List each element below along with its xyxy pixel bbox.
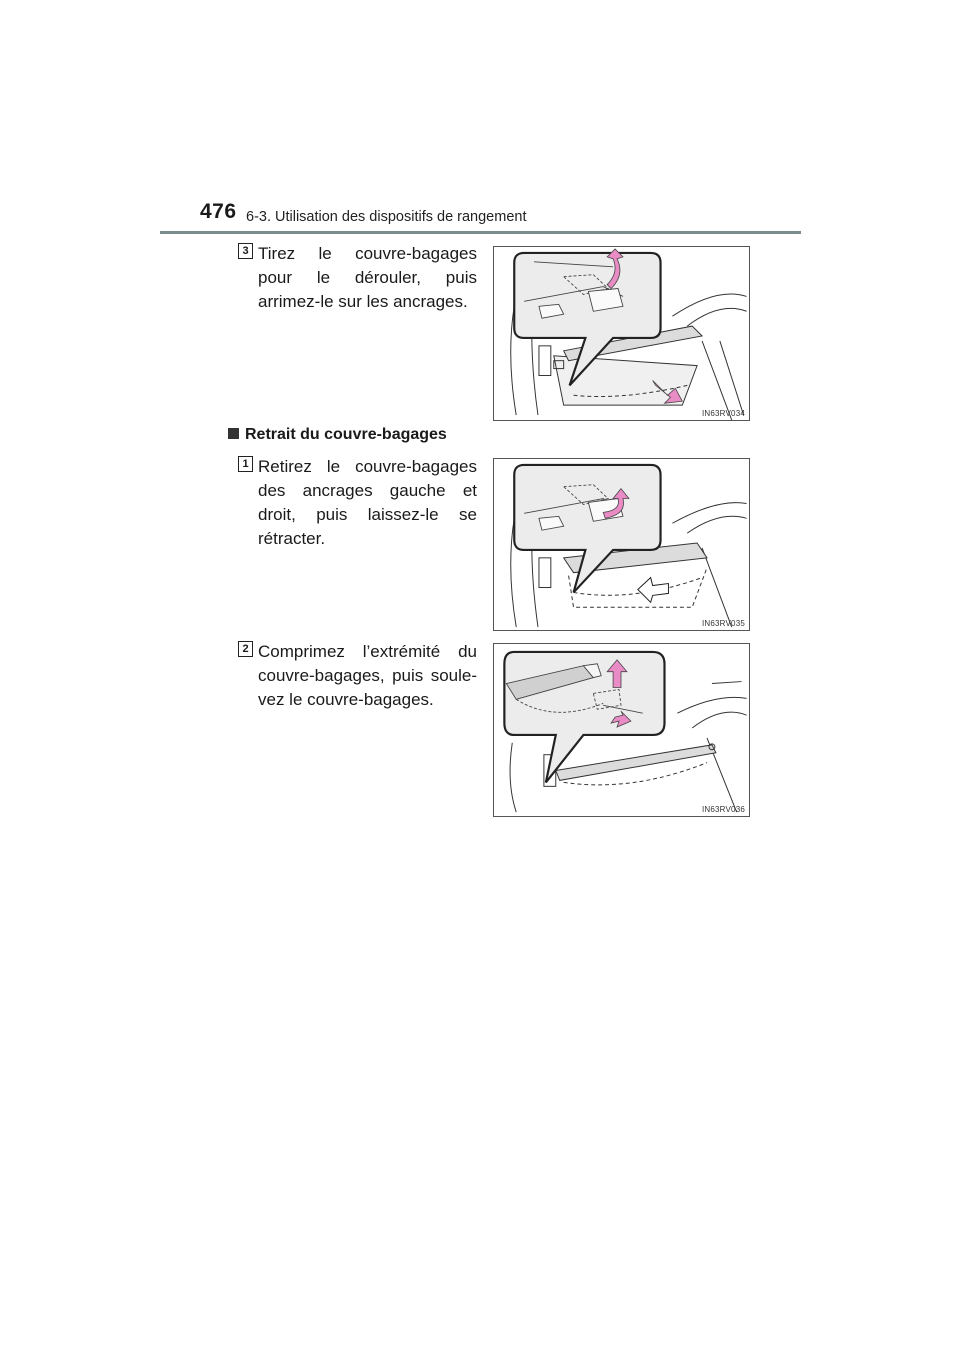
header-divider <box>160 231 801 234</box>
step-instruction: Tirez le couvre-bagages pour le dérouler, puis arrimez-le sur les ancrages. <box>258 244 477 311</box>
section-heading <box>228 426 447 444</box>
step-badge: 2 <box>238 641 253 657</box>
section-heading-text: Retrait du couvre-bagages <box>245 426 447 443</box>
figure-code: IN63RV035 <box>701 619 745 628</box>
cargo-cover-illustration <box>494 459 749 630</box>
illustration-lift-cover <box>493 643 750 817</box>
cargo-cover-illustration <box>494 247 749 420</box>
step-badge: 1 <box>238 456 253 472</box>
retract-arrow-icon <box>638 578 669 603</box>
square-bullet-icon <box>228 428 239 439</box>
step-badge: 3 <box>238 243 253 259</box>
cargo-cover-illustration <box>494 644 749 816</box>
figure-code: IN63RV034 <box>701 409 745 418</box>
step-instruction: Retirez le couvre-bagages des ancrages gauche et droit, puis laissez-le se rétracter. <box>258 457 477 548</box>
detail-callout <box>514 465 660 593</box>
illustration-remove-cover <box>493 458 750 631</box>
illustration-anchor-cover <box>493 246 750 421</box>
figure-code: IN63RV036 <box>701 805 745 814</box>
step-instruction: Comprimez l’extrémité du couvre-bagages, puis soule-vez le couvre-bagages. <box>258 642 477 709</box>
section-title: 6-3. Utilisation des dispositifs de rangement <box>246 209 527 225</box>
page-number: 476 <box>200 200 237 223</box>
